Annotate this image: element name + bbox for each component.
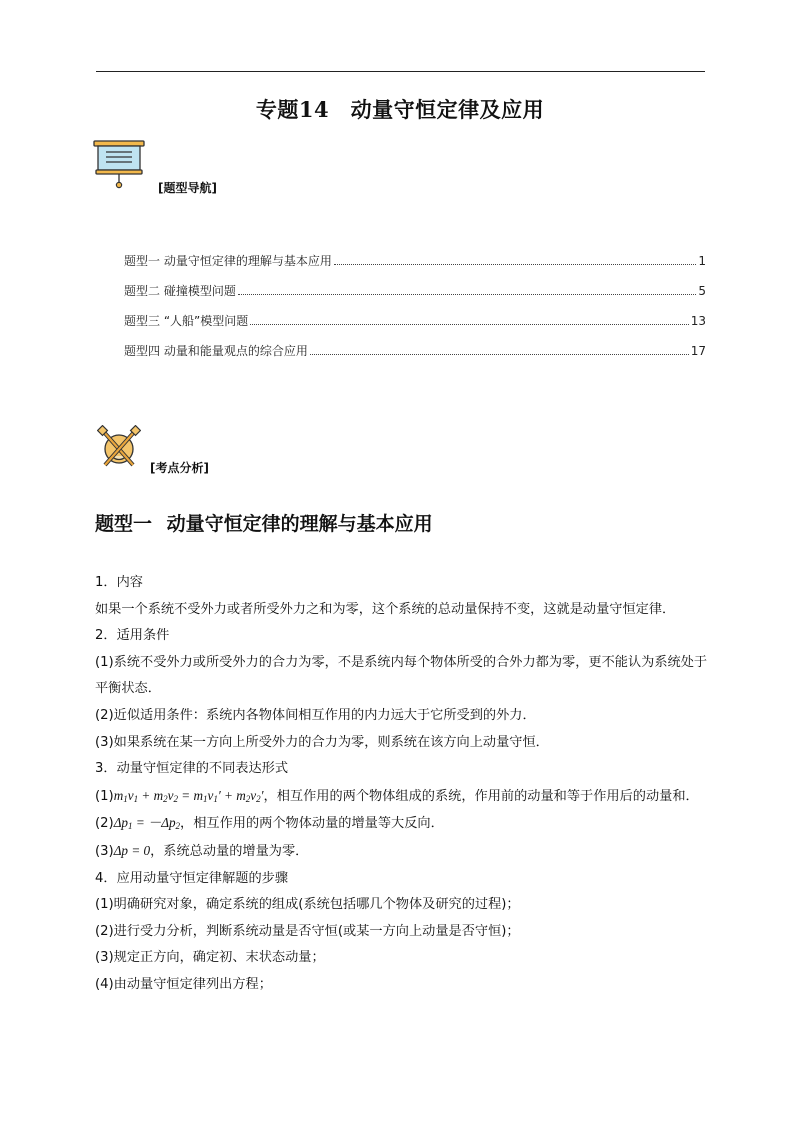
formula-description: ，系统总动量的增量为零． [150, 843, 309, 859]
formula-paragraph [95, 783, 715, 811]
momentum-change-formula: $\Delta p_1 = -\Delta p_2$ [113, 815, 181, 832]
toc-item[interactable] [124, 312, 706, 342]
toc-item-label: 题型四 动量和能量观点的综合应用 [124, 344, 308, 358]
formula-paragraph [95, 810, 715, 838]
header-rule [96, 71, 705, 72]
toc-item-page: 5 [698, 284, 706, 298]
toc-item-page: 17 [690, 344, 706, 358]
toc-item[interactable] [124, 342, 706, 372]
toc-item[interactable] [124, 252, 706, 282]
page-title: 专题14 动量守恒定律及应用 [255, 97, 545, 122]
toc-item-label: 题型二 碰撞模型问题 [124, 284, 236, 298]
total-momentum-change-formula: Δp = 0 [113, 842, 151, 858]
toc-leader [238, 294, 697, 295]
paragraph: (3)如果系统在某一方向上所受外力的合力为零，则系统在该方向上动量守恒． [95, 734, 549, 750]
paragraph: (3)规定正方向，确定初、末状态动量； [95, 950, 325, 966]
toc-item-label: 题型一 动量守恒定律的理解与基本应用 [124, 254, 332, 268]
paragraph: 2．适用条件 [95, 628, 170, 644]
formula-description: ，相互作用的两个物体动量的增量等大反向． [180, 816, 444, 832]
paragraph: (4)由动量守恒定律列出方程； [95, 976, 272, 992]
nav-label: [题型导航] [158, 181, 217, 195]
paragraph: (2)进行受力分析，判断系统动量是否守恒(或某一方向上动量是否守恒)； [95, 923, 520, 939]
analysis-label: [考点分析] [150, 461, 209, 475]
item-number: (3) [95, 843, 114, 859]
toc-leader [334, 264, 697, 265]
paragraph: (2)近似适用条件：系统内各物体间相互作用的内力远大于它所受到的外力． [95, 707, 536, 723]
paragraph: (1)系统不受外力或所受外力的合力为零，不是系统内每个物体所受的合外力都为零，更不能认为系统处于平衡状态． [95, 654, 708, 697]
paragraph: 如果一个系统不受外力或者所受外力之和为零，这个系统的总动量保持不变，这就是动量守恒定律． [95, 601, 676, 617]
paragraph: (1)明确研究对象，确定系统的组成(系统包括哪几个物体及研究的过程)； [95, 897, 520, 913]
toc-item-page: 13 [690, 314, 706, 328]
toc-item[interactable] [124, 282, 706, 312]
presentation-board-icon [93, 139, 145, 189]
crossed-tools-icon [97, 425, 141, 473]
toc-item-label: 题型三 “人船”模型问题 [124, 314, 249, 328]
toc-leader [250, 324, 688, 325]
table-of-contents [124, 252, 706, 372]
formula-paragraph [95, 838, 715, 866]
section-heading: 题型一 动量守恒定律的理解与基本应用 [95, 513, 433, 535]
item-number: (2) [95, 816, 114, 832]
momentum-formula: $m_1v_1 + m_2v_2 = m_1v_1' + m_2v_2'$ [113, 787, 264, 804]
toc-item-page: 1 [698, 254, 706, 268]
paragraph: 1．内容 [95, 575, 143, 590]
section-body [95, 570, 715, 999]
paragraph: 3．动量守恒定律的不同表达形式 [95, 761, 289, 777]
paragraph: 4．应用动量守恒定律解题的步骤 [95, 870, 289, 886]
item-number: (1) [95, 788, 114, 804]
toc-leader [310, 354, 689, 355]
formula-description: ，相互作用的两个物体组成的系统，作用前的动量和等于作用后的动量和． [263, 788, 699, 804]
